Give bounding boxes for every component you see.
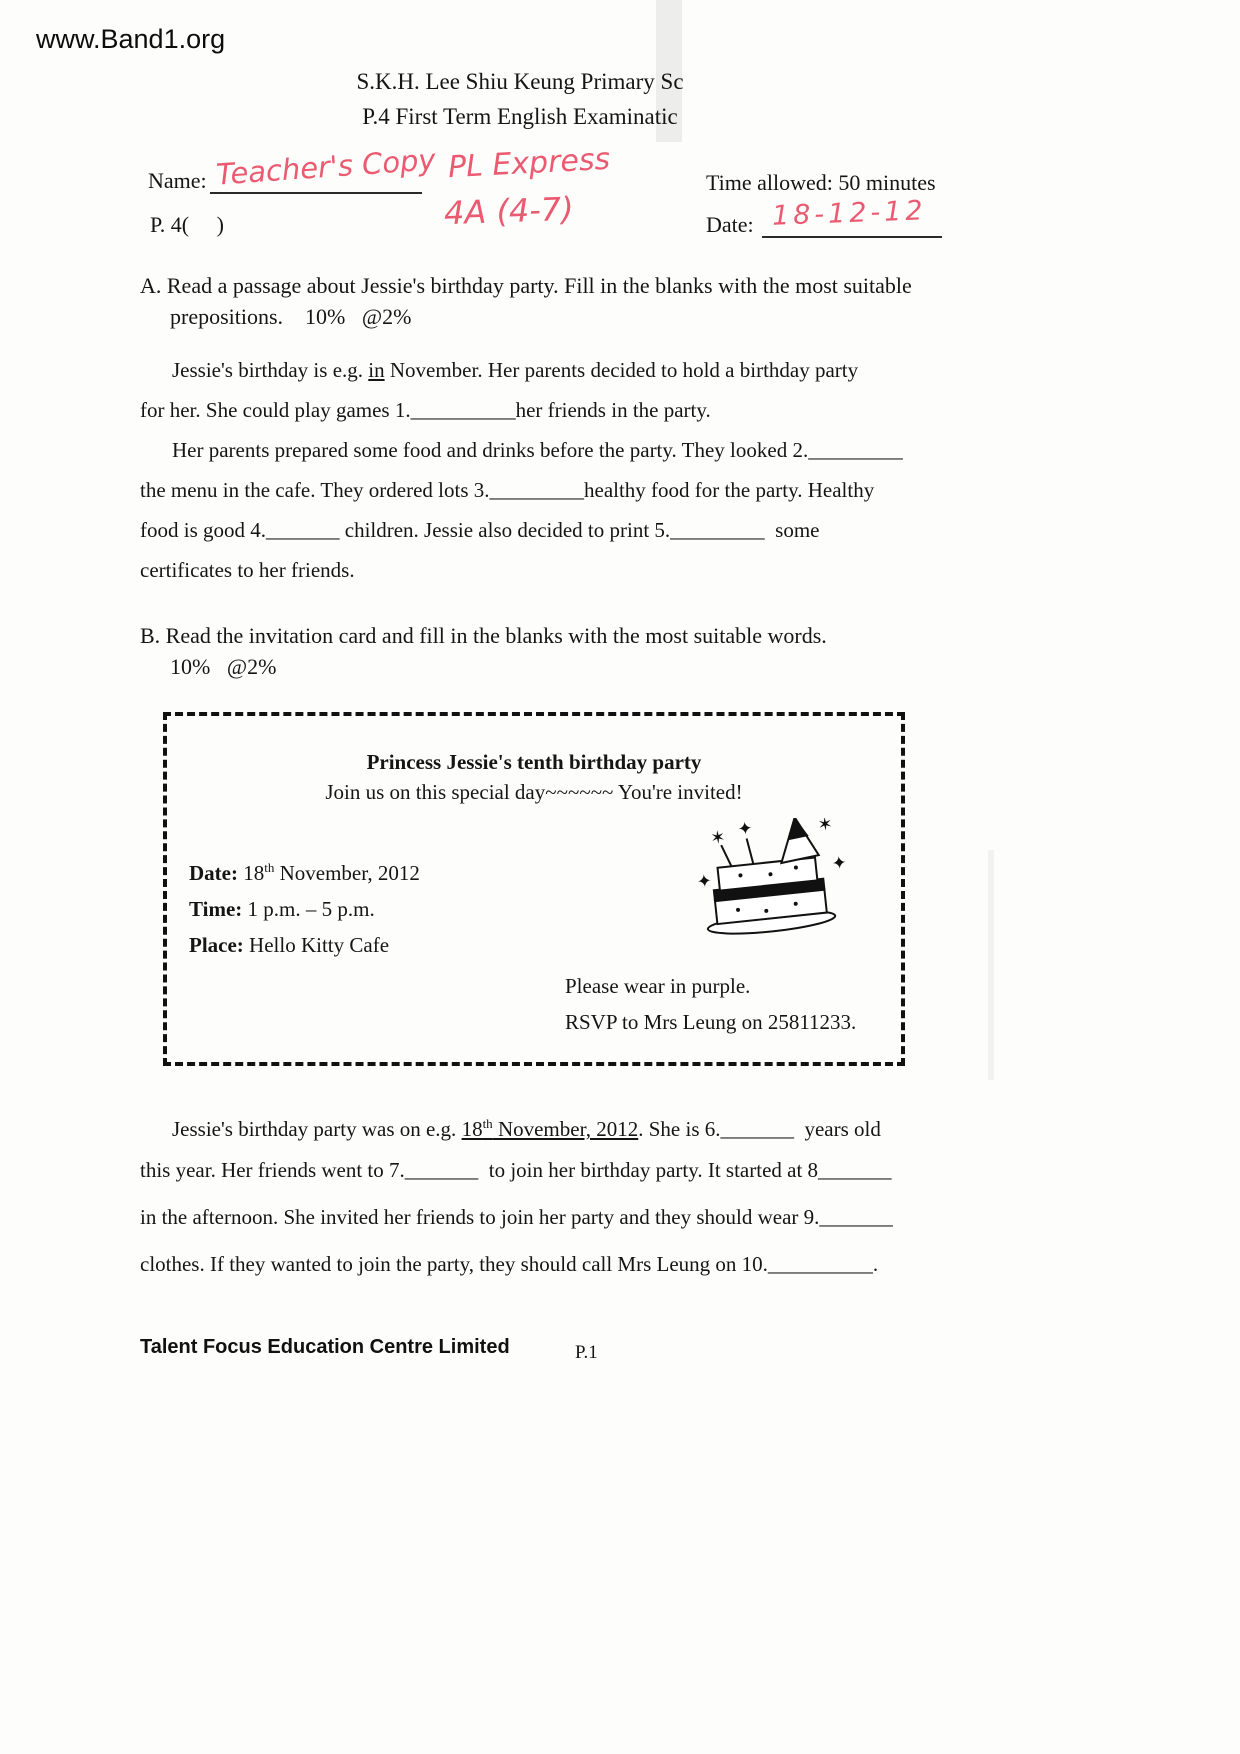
- example-date-ordinal: th: [482, 1116, 493, 1131]
- invitation-details: [189, 850, 420, 963]
- name-handwritten: Teacher's Copy: [215, 142, 437, 192]
- example-answer: in: [368, 358, 385, 382]
- passage-a-line5: food is good 4._______ children. Jessie also decided to print 5._________ some: [140, 518, 820, 542]
- section-a-heading-line1: A. Read a passage about Jessie's birthday party. Fill in the blanks with the most suitable: [140, 273, 912, 298]
- invitation-place-label: Place:: [189, 933, 244, 957]
- passage-b-line2: this year. Her friends went to 7._______ to join her birthday party. It started at 8_______: [140, 1158, 892, 1182]
- invitation-date-row: [189, 850, 420, 891]
- passage-a-line4: the menu in the cafe. They ordered lots 3._________healthy food for the party. Healthy: [140, 478, 875, 502]
- invitation-title: Princess Jessie's tenth birthday party: [366, 750, 702, 774]
- stream-handwritten: PL Express: [447, 141, 611, 186]
- invitation-date-value: [243, 861, 420, 885]
- passage-b-line1-pre: Jessie's birthday party was on e.g.: [172, 1117, 462, 1141]
- class-label: P. 4( ): [150, 212, 224, 237]
- svg-text:✶: ✶: [816, 818, 834, 836]
- exam-title: P.4 First Term English Examinatic: [362, 104, 678, 129]
- passage-b-line3: in the afternoon. She invited her friends to join her party and they should wear 9._______: [140, 1205, 893, 1229]
- invitation-time-row: [189, 891, 420, 927]
- invitation-card: [163, 712, 905, 1066]
- section-b-heading: [140, 620, 1020, 682]
- invitation-date-day: 18: [243, 861, 265, 885]
- invitation-time-value: 1 p.m. – 5 p.m.: [247, 897, 375, 921]
- section-a-heading-line2: prepositions. 10% @2%: [170, 304, 412, 329]
- invitation-date-rest: November, 2012: [274, 861, 420, 885]
- example-answer-date: [462, 1117, 639, 1141]
- invitation-place-value: Hello Kitty Cafe: [249, 933, 390, 957]
- invitation-time-label: Time:: [189, 897, 243, 921]
- invitation-notes: [565, 968, 856, 1040]
- rsvp-note: RSVP to Mrs Leung on 25811233.: [565, 1010, 857, 1034]
- scan-artifact: [988, 850, 994, 1080]
- name-field-line: [210, 142, 437, 194]
- footer-company: Talent Focus Education Centre Limited: [140, 1336, 510, 1358]
- birthday-cake-illustration: [687, 818, 862, 949]
- date-handwritten: 18-12-12: [771, 195, 928, 232]
- invitation-date-ordinal: th: [264, 860, 275, 875]
- example-date-day: 18: [461, 1117, 483, 1141]
- passage-a-line3: Her parents prepared some food and drinks before the party. They looked 2._________: [172, 438, 903, 462]
- passage-b-line1-post: . She is 6._______ years old: [638, 1117, 881, 1141]
- passage-a: [140, 350, 1020, 590]
- class-handwritten: 4A (4-7): [443, 189, 575, 233]
- time-allowed: Time allowed: 50 minutes: [706, 170, 936, 195]
- passage-a-line1: [140, 350, 1020, 390]
- page-number: P.1: [575, 1342, 598, 1363]
- svg-text:✶: ✶: [709, 826, 727, 850]
- dress-code-note: Please wear in purple.: [565, 974, 751, 998]
- school-name: S.K.H. Lee Shiu Keung Primary Sc: [356, 69, 684, 94]
- invitation-date-label: Date:: [189, 861, 238, 885]
- name-label: Name:: [148, 168, 207, 193]
- invitation-place-row: [189, 927, 420, 963]
- passage-b-line1: [140, 1100, 1020, 1147]
- passage-a-line1-pre: Jessie's birthday is e.g.: [172, 358, 369, 382]
- passage-a-line2: for her. She could play games 1.__________her friends in the party.: [140, 398, 711, 422]
- watermark: www.Band1.org: [36, 24, 226, 54]
- exam-header: [0, 64, 1040, 134]
- date-field-line: [762, 195, 942, 238]
- passage-a-line1-post: November. Her parents decided to hold a birthday party: [384, 358, 859, 382]
- date-label: Date:: [706, 212, 754, 237]
- example-date-rest: November, 2012: [492, 1117, 639, 1141]
- svg-text:✦: ✦: [830, 852, 848, 875]
- passage-a-line6: certificates to her friends.: [140, 558, 355, 582]
- passage-b: [140, 1100, 1020, 1288]
- svg-text:✦: ✦: [695, 870, 714, 893]
- passage-b-line4: clothes. If they wanted to join the party, they should call Mrs Leung on 10.__________.: [140, 1252, 879, 1276]
- svg-text:✦: ✦: [736, 818, 754, 841]
- section-b-heading-line1: B. Read the invitation card and fill in the blanks with the most suitable words.: [140, 623, 827, 648]
- section-a-heading: [140, 270, 1020, 332]
- section-b-heading-line2: 10% @2%: [170, 654, 277, 679]
- invitation-subtitle: Join us on this special day~~~~~~ You're invited!: [325, 780, 743, 804]
